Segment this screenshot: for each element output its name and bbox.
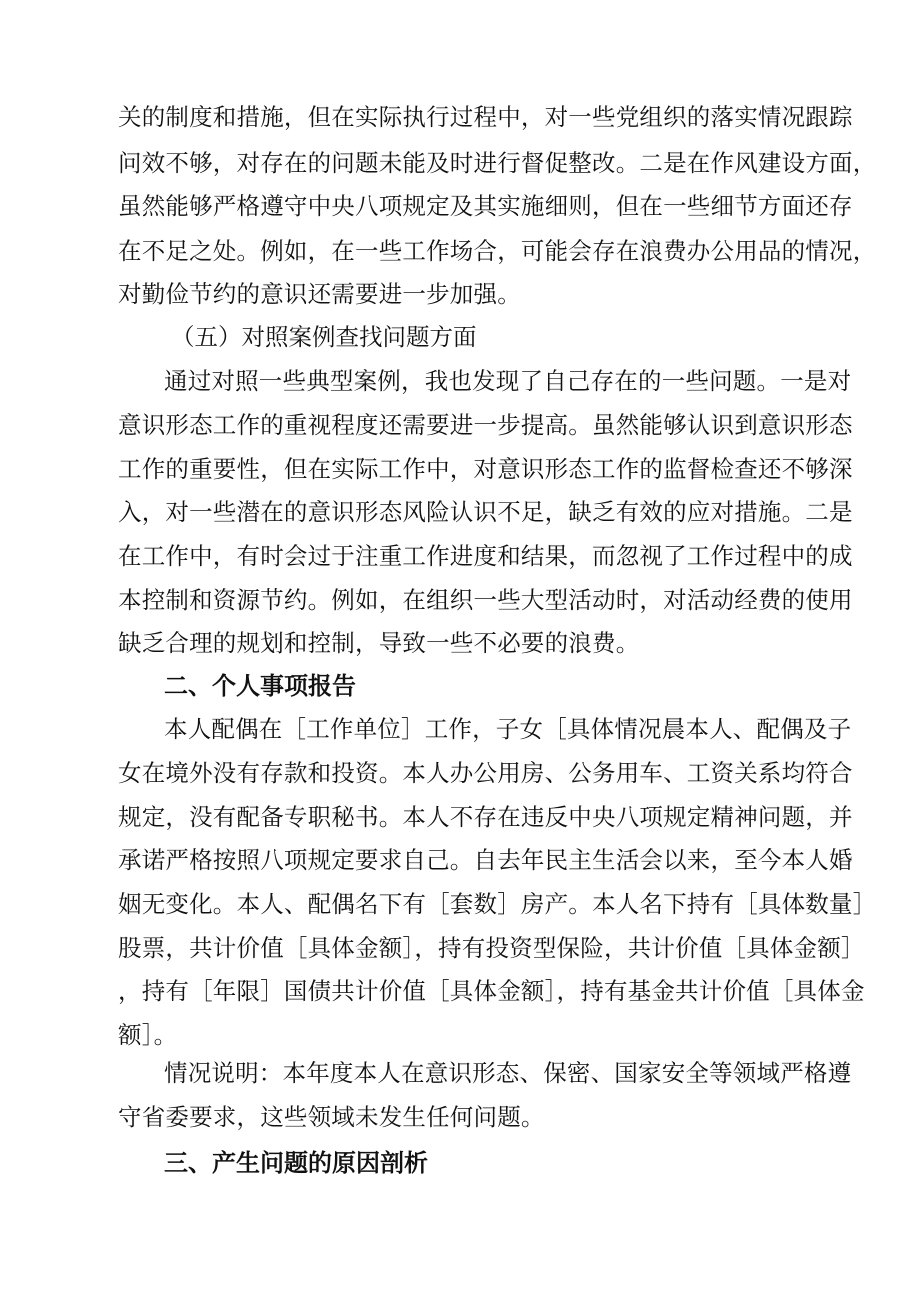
paragraph-line: 在工作中，有时会过于注重工作进度和结果，而忽视了工作过程中的成 [118, 542, 853, 570]
paragraph-line: 缺乏合理的规划和控制，导致一些不必要的浪费。 [118, 629, 640, 657]
paragraph-line: 问效不够，对存在的问题未能及时进行督促整改。二是在作风建设方面， [118, 149, 877, 177]
paragraph-line: 股票，共计价值［具体金额］，持有投资型保险，共计价值［具体金额］ [118, 934, 865, 962]
section-heading: 二、个人事项报告 [164, 672, 356, 700]
paragraph-line: 额］。 [118, 1021, 178, 1049]
paragraph-line: 工作的重要性，但在实际工作中，对意识形态工作的监督检查还不够深 [118, 455, 853, 483]
paragraph-first-line: 本人配偶在［工作单位］工作，子女［具体情况晨本人、配偶及子 [164, 715, 852, 743]
paragraph-line: 规定，没有配备专职秘书。本人不存在违反中央八项规定精神问题，并 [118, 803, 853, 831]
section-heading: 三、产生问题的原因剖析 [164, 1149, 428, 1177]
paragraph-line: 意识形态工作的重视程度还需要进一步提高。虽然能够认识到意识形态 [118, 411, 853, 439]
paragraph-line: ，持有［年限］国债共计价值［具体金额］，持有基金共计价值［具体金 [118, 977, 865, 1005]
paragraph-line: 本控制和资源节约。例如，在组织一些大型活动时，对活动经费的使用 [118, 586, 853, 614]
paragraph-line: 对勤俭节约的意识还需要进一步加强。 [118, 280, 521, 308]
paragraph-line: 在不足之处。例如，在一些工作场合，可能会存在浪费办公用品的情况， [118, 237, 877, 265]
paragraph-line: 承诺严格按照八项规定要求自己。自去年民主生活会以来，至今本人婚 [118, 846, 853, 874]
paragraph-line: 姻无变化。本人、配偶名下有［套数］房产。本人名下持有［具体数量］ [118, 890, 877, 918]
paragraph-first-line: 情况说明：本年度本人在意识形态、保密、国家安全等领域严格遵 [164, 1059, 852, 1087]
section-subheading: （五）对照案例查找问题方面 [171, 323, 477, 351]
paragraph-line: 虽然能够严格遵守中央八项规定及其实施细则，但在一些细节方面还存 [118, 192, 853, 220]
paragraph-line: 入，对一些潜在的意识形态风险认识不足，缺乏有效的应对措施。二是 [118, 498, 853, 526]
paragraph-line: 守省委要求，这些领域未发生任何问题。 [118, 1103, 545, 1131]
paragraph-first-line: 通过对照一些典型案例，我也发现了自己存在的一些问题。一是对 [164, 367, 852, 395]
paragraph-line: 关的制度和措施，但在实际执行过程中，对一些党组织的落实情况跟踪 [118, 103, 853, 131]
paragraph-line: 女在境外没有存款和投资。本人办公用房、公务用车、工资关系均符合 [118, 759, 853, 787]
